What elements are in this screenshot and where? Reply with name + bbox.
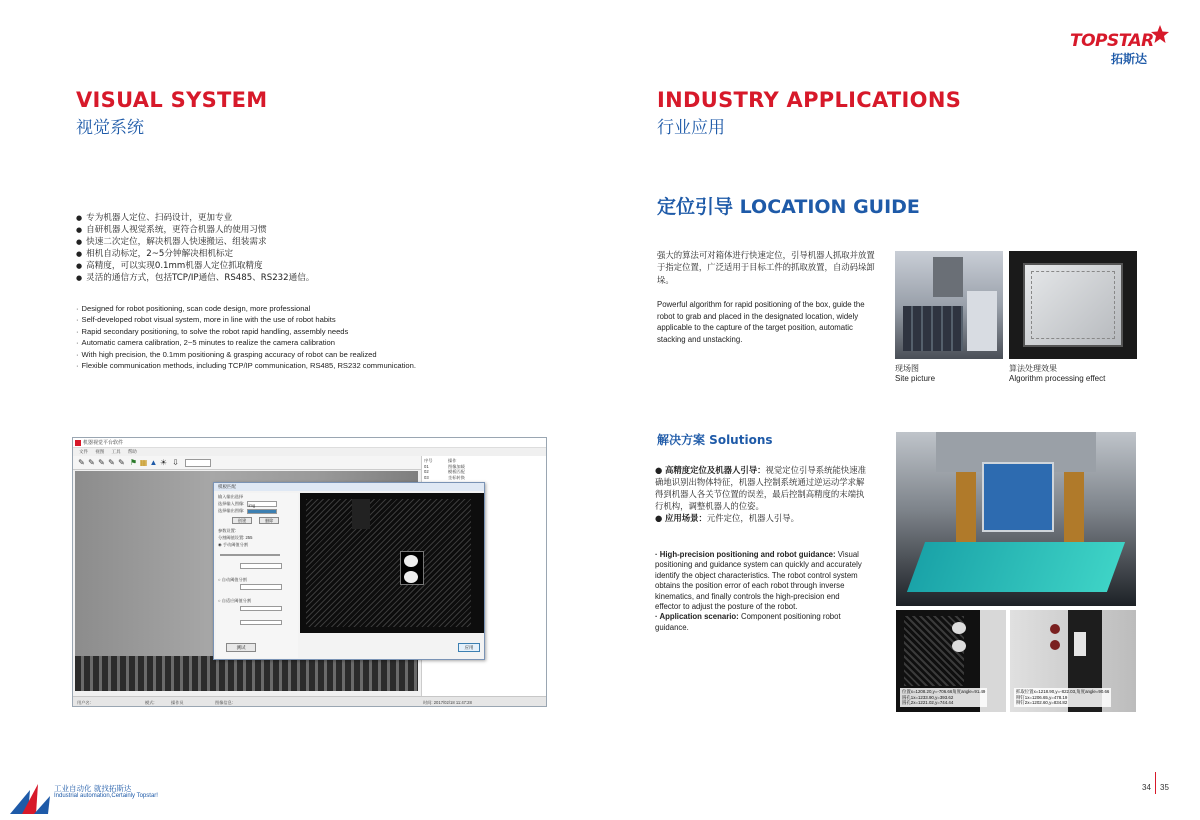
star-logo-icon bbox=[1150, 24, 1170, 44]
apply-button[interactable]: 应用 bbox=[458, 643, 480, 652]
intro-cn: 强大的算法可对箱体进行快速定位，引导机器人抓取并放置于指定位置，广泛适用于目标工件的抓取放置，自动码垛卸垛。 bbox=[657, 250, 875, 285]
software-screenshot bbox=[72, 437, 547, 707]
page-number-35: 35 bbox=[1160, 783, 1169, 792]
status-mode-value: 操作员 bbox=[171, 700, 184, 705]
feature-en-item: · Rapid secondary positioning, to solve the robot rapid handling, assembly needs bbox=[76, 326, 416, 337]
status-mode: 模式: bbox=[145, 700, 155, 705]
location-guide-title: 定位引导 LOCATION GUIDE bbox=[657, 196, 920, 218]
auto-select-row bbox=[218, 583, 298, 597]
adaptive-threshold-radio[interactable]: ○ 自适应阈值分割 bbox=[218, 598, 252, 604]
solutions-title: 解决方案 Solutions bbox=[657, 433, 773, 447]
threshold-value[interactable]: 255 bbox=[245, 534, 253, 540]
readout-right: 抓取位置x=1218.90,y=-822.03,角度angle=90.66 铆钉1x=1206.65,y=478.19 铆钉2x=1202.60,y=834.82 bbox=[1016, 689, 1110, 706]
pen-tool-icon: ✎ bbox=[78, 458, 85, 467]
feature-cn-item: ● 灵活的通信方式，包括TCP/IP通信、RS485、RS232通信。 bbox=[76, 272, 314, 284]
solutions-cn bbox=[655, 464, 867, 524]
process-table-header: 序号 操作 bbox=[424, 458, 457, 463]
site-caption-cn: 现场图 bbox=[895, 364, 919, 373]
page-number-34: 34 bbox=[1142, 783, 1151, 792]
solutions-en bbox=[655, 550, 867, 633]
delete-button[interactable]: 删除 bbox=[259, 517, 279, 524]
footer-slogan-cn: 工业自动化 就找拓斯达 bbox=[54, 784, 132, 793]
dialog-settings bbox=[216, 493, 298, 658]
feature-en-item: · Self-developed robot visual system, more in line with the use of robot habits bbox=[76, 314, 416, 325]
intro-en: Powerful algorithm for rapid positioning of the box, guide the robot to grab and placed in the designated location, widely applicable to the capture of the target position, automatic stacking and unstacking. bbox=[657, 300, 865, 344]
manual-threshold-radio[interactable]: ◉ 手动阈值分割 bbox=[218, 541, 248, 547]
output-image-select[interactable] bbox=[247, 509, 277, 515]
feature-cn-item: ● 专为机器人定位、扫码设计，更加专业 bbox=[76, 212, 314, 224]
features-en-list bbox=[76, 303, 416, 371]
pen-tool-icon: ✎ bbox=[98, 458, 105, 467]
feature-cn-item: ● 快速二次定位，解决机器人快速搬运、组装需求 bbox=[76, 236, 314, 248]
solution-cn-2: ● 应用场景：元件定位，机器人引导。 bbox=[655, 513, 799, 523]
feature-cn-item: ● 自研机器人视觉系统，更符合机器人的使用习惯 bbox=[76, 224, 314, 236]
solution-en-1: · High-precision positioning and robot guidance: Visual positioning and guidance system can quickly and accurately identify the object characteristics. The robot control system obtains the position error of each robot through inverse kinematics, and finally controls the high-precision end effector to adjust the posture of the robot. bbox=[655, 550, 862, 612]
feature-cn-item: ● 相机自动标定，2~5分钟解决相机标定 bbox=[76, 248, 314, 260]
readout-left: 位置x=1208.20,y=-706.66角度angle=91.49 圆孔1x=1233.90,y=393.62 圆孔2x=1221.02,y=744.44 bbox=[902, 689, 986, 706]
algorithm-picture bbox=[1009, 251, 1137, 359]
params-label: 参数设置: bbox=[218, 527, 236, 533]
process-row[interactable]: 03 坐标转换 bbox=[424, 474, 465, 480]
pen-tool-icon: ✎ bbox=[88, 458, 95, 467]
threshold-select-row bbox=[218, 562, 298, 576]
app-icon bbox=[75, 440, 81, 446]
preview-hole bbox=[404, 555, 418, 567]
right-page bbox=[600, 0, 1200, 820]
process-table bbox=[424, 458, 486, 480]
process-row[interactable]: 02 模板匹配 bbox=[424, 469, 465, 474]
feature-en-item: · Designed for robot positioning, scan code design, more professional bbox=[76, 303, 416, 314]
pen-tool-icon: ✎ bbox=[118, 458, 125, 467]
output-image-row: 选择输出图像: bbox=[218, 507, 298, 514]
dialog-preview-image bbox=[300, 493, 484, 633]
industry-applications-title-en: INDUSTRY APPLICATIONS bbox=[657, 88, 962, 112]
pen-tool-icon: ✎ bbox=[108, 458, 115, 467]
input-image-select[interactable]: img bbox=[247, 501, 277, 507]
preview-chip bbox=[352, 499, 370, 529]
software-menubar: 文件 视图 工具 帮助 bbox=[79, 449, 137, 454]
heatsink-fins bbox=[75, 656, 418, 691]
visual-system-title-en: VISUAL SYSTEM bbox=[76, 88, 268, 112]
dialog-button-row bbox=[218, 515, 298, 527]
status-user: 用户名: bbox=[77, 700, 91, 705]
visual-system-title-cn: 视觉系统 bbox=[76, 118, 144, 138]
site-picture bbox=[895, 251, 1003, 359]
test-button[interactable]: 测试 bbox=[226, 643, 256, 652]
threshold-select[interactable] bbox=[240, 563, 282, 569]
dialog-title: 模板匹配 bbox=[214, 483, 484, 491]
solution-en-2: · Application scenario: Component positioning robot guidance. bbox=[655, 612, 841, 632]
industry-applications-title-cn: 行业应用 bbox=[657, 118, 725, 138]
create-button[interactable]: 创建 bbox=[232, 517, 252, 524]
auto-select[interactable] bbox=[240, 584, 282, 590]
software-window-title: 机器视觉平台软件 bbox=[83, 440, 124, 446]
adaptive-select-row bbox=[218, 605, 298, 619]
site-caption-en: Site picture bbox=[895, 374, 936, 383]
software-titlebar bbox=[73, 438, 546, 448]
status-image: 图像信息: bbox=[215, 700, 233, 705]
adaptive-select[interactable] bbox=[240, 620, 282, 626]
toolbar-select bbox=[185, 459, 211, 467]
auto-threshold-radio[interactable]: ○ 自动阈值分割 bbox=[218, 577, 247, 583]
topstar-logo-text: TOPSTAR bbox=[1070, 31, 1154, 51]
algo-caption-en: Algorithm processing effect bbox=[1009, 374, 1106, 383]
dialog-section-label: 输入输出选择 bbox=[218, 494, 244, 499]
solution-cn-1: ● 高精度定位及机器人引导：视觉定位引导系统能快速准确地识别出物体特征，机器人控制系统通过逆运动学求解得到机器人各关节位置的误差，最后控制高精度的末端执行机构，调整机器人的位姿。 bbox=[655, 465, 866, 511]
sun-icon: ☀ bbox=[159, 458, 168, 467]
threshold-slider[interactable] bbox=[218, 548, 298, 562]
feature-en-item: · Flexible communication methods, including TCP/IP communication, RS485, RS232 communication. bbox=[76, 360, 416, 371]
software-statusbar bbox=[73, 696, 546, 707]
result-image-left bbox=[896, 610, 1006, 712]
features-cn-list bbox=[76, 212, 314, 284]
topstar-logo-cn: 拓斯达 bbox=[1111, 52, 1148, 66]
adaptive-select[interactable] bbox=[240, 606, 282, 612]
template-match-dialog bbox=[213, 482, 485, 660]
adaptive-select-row bbox=[218, 619, 298, 633]
download-icon: ⇩ bbox=[172, 458, 179, 467]
result-image-right bbox=[1010, 610, 1136, 712]
feature-en-item: · With high precision, the 0.1mm positioning & grasping accuracy of robot can be realized bbox=[76, 349, 416, 360]
chart-icon: ▦ bbox=[139, 458, 148, 467]
feature-cn-item: ● 高精度，可以实现0.1mm机器人定位抓取精度 bbox=[76, 260, 314, 272]
dialog-footer bbox=[236, 633, 484, 659]
threshold-row: 分割阈值设置: 255 bbox=[218, 534, 253, 540]
topstar-footer-logo-icon bbox=[8, 776, 56, 816]
machine-photo bbox=[896, 432, 1136, 606]
algo-caption-cn: 算法处理效果 bbox=[1009, 364, 1057, 373]
footer-slogan-en: Industrial automation,Certainly Topstar! bbox=[54, 793, 158, 799]
flag-icon: ⚑ bbox=[129, 458, 138, 467]
status-time: 时间: 2017/02/18 11:47:28 bbox=[423, 700, 472, 705]
preview-hole bbox=[404, 571, 418, 583]
process-row[interactable]: 01 图像加载 bbox=[424, 463, 465, 469]
feature-en-item: · Automatic camera calibration, 2~5 minutes to realize the camera calibration bbox=[76, 337, 416, 348]
mountain-icon: ▲ bbox=[149, 458, 158, 467]
input-image-row: 选择输入图像: img bbox=[218, 500, 298, 507]
